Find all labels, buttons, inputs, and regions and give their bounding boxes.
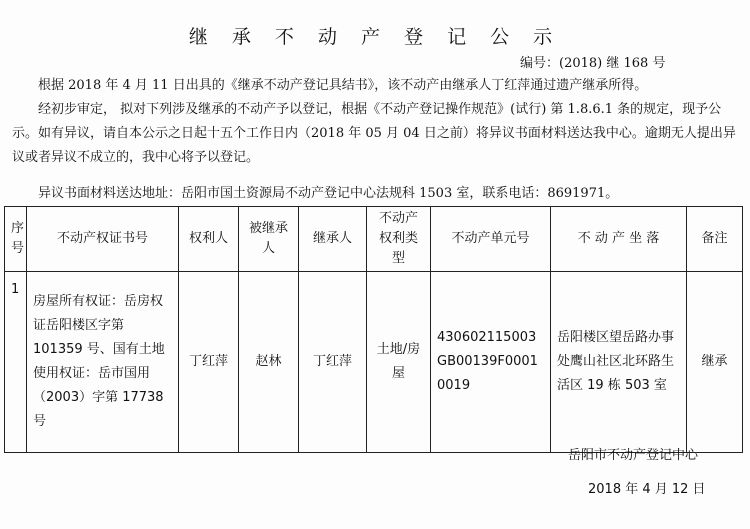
issue-date: 2018 年 4 月 12 日 — [588, 482, 706, 497]
cell-location: 岳阳楼区望岳路办事处鹰山社区北环路生活区 19 栋 503 室 — [551, 272, 687, 453]
header-cert: 不动产权证书号 — [27, 207, 179, 272]
document-number: 编号：(2018) 继 168 号 — [520, 56, 666, 71]
cell-heir: 丁红萍 — [299, 272, 367, 453]
registration-table — [4, 206, 743, 453]
cell-holder: 丁红萍 — [179, 272, 239, 453]
issuer-name: 岳阳市不动产登记中心 — [568, 448, 699, 463]
header-decedent: 被继承人 — [239, 207, 299, 272]
cell-decedent: 赵林 — [239, 272, 299, 453]
header-seq: 序号 — [5, 207, 27, 272]
table-header-row — [5, 207, 743, 272]
cell-unit-no: 430602115003GB00139F00010019 — [431, 272, 551, 453]
cell-remark: 继承 — [687, 272, 743, 453]
paragraph-address: 异议书面材料送达地址：岳阳市国土资源局不动产登记中心法规科 1503 室，联系电话：8691971。 — [38, 186, 619, 201]
cell-right-type: 土地/房屋 — [367, 272, 431, 453]
table-row — [5, 272, 743, 453]
header-remark: 备注 — [687, 207, 743, 272]
cell-cert: 房屋所有权证：岳房权证岳阳楼区字第 101359 号、国有土地使用权证：岳市国用（2003）字第 17738 号 — [27, 272, 179, 453]
paragraph-review: 经初步审定， 拟对下列涉及继承的不动产予以登记，根据《不动产登记操作规范》(试行) 第 1.8.6.1 条的规定，现予公示。如有异议，请自本公示之日起十五个工作日内（2018 年 05 月 04 日之前）将异议书面材料送达我中心。逾期无人提出异议或者异议不成立的，我中心将予以登记。 — [12, 102, 736, 165]
paragraph-basis: 根据 2018 年 4 月 11 日出具的《继承不动产登记具结书》，该不动产由继承人丁红萍通过遗产继承所得。 — [38, 78, 648, 93]
cell-seq: 1 — [5, 272, 27, 453]
document-title: 继 承 不 动 产 登 记 公 示 — [188, 26, 562, 48]
header-right-type: 不动产权利类型 — [367, 207, 431, 272]
header-unit-no: 不动产单元号 — [431, 207, 551, 272]
header-location: 不 动 产 坐 落 — [551, 207, 687, 272]
header-holder: 权利人 — [179, 207, 239, 272]
header-heir: 继承人 — [299, 207, 367, 272]
